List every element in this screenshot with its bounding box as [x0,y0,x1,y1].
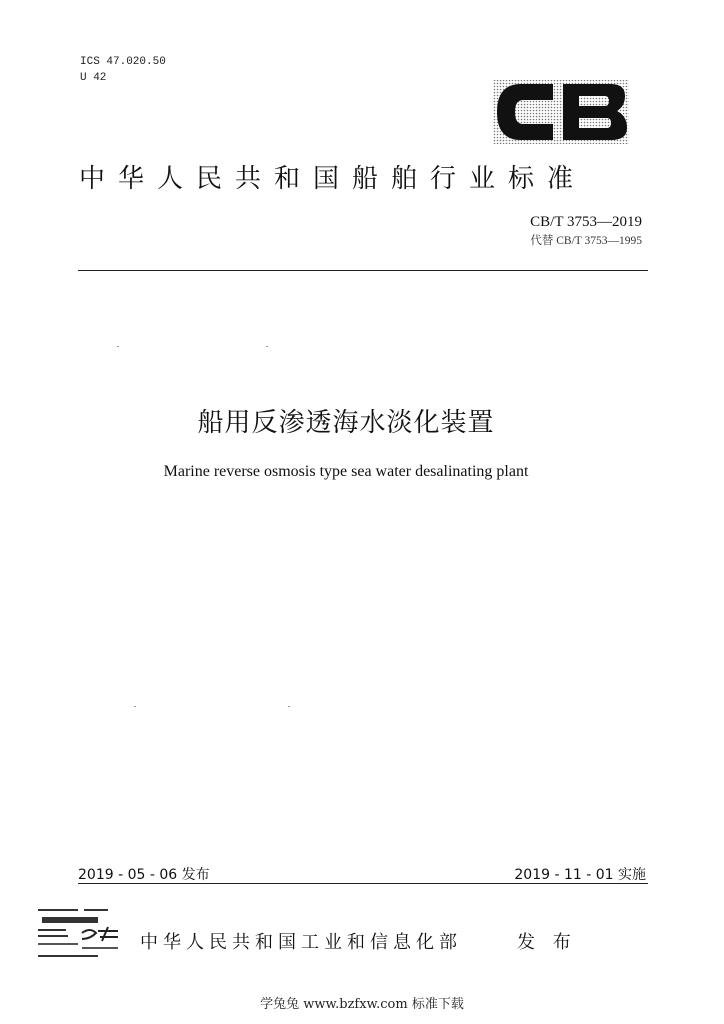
document-title-english: Marine reverse osmosis type sea water desalinating plant [163,463,529,480]
issuing-authority: 中华人民共和国工业和信息化部 [140,932,462,953]
cb-logo [487,76,635,148]
replaced-standard: 代替 CB/T 3753—1995 [530,235,642,247]
standard-number-block [530,212,642,250]
document-title-chinese: 船用反渗透海水淡化装置 [197,408,495,438]
implementation-date: 2019 - 11 - 01 实施 [514,867,646,883]
scan-speck [117,346,119,347]
standard-organization: 中华人民共和国船舶行业标准 [79,164,587,194]
ics-code: ICS 47.020.50 [80,56,166,68]
issue-date: 2019 - 05 - 06 发布 [78,867,210,883]
scan-speck [266,346,268,347]
anti-counterfeit-stamp [38,903,122,963]
publish-label: 发 布 [517,932,577,953]
scan-speck [288,706,290,707]
standard-number: CB/T 3753—2019 [530,214,642,230]
ccs-code: U 42 [80,72,107,84]
download-footer: 学兔兔 www.bzfxw.com 标准下载 [260,997,464,1012]
scan-speck [134,706,136,707]
classification-codes [80,54,166,86]
header-divider [78,270,648,271]
date-divider [78,883,648,884]
